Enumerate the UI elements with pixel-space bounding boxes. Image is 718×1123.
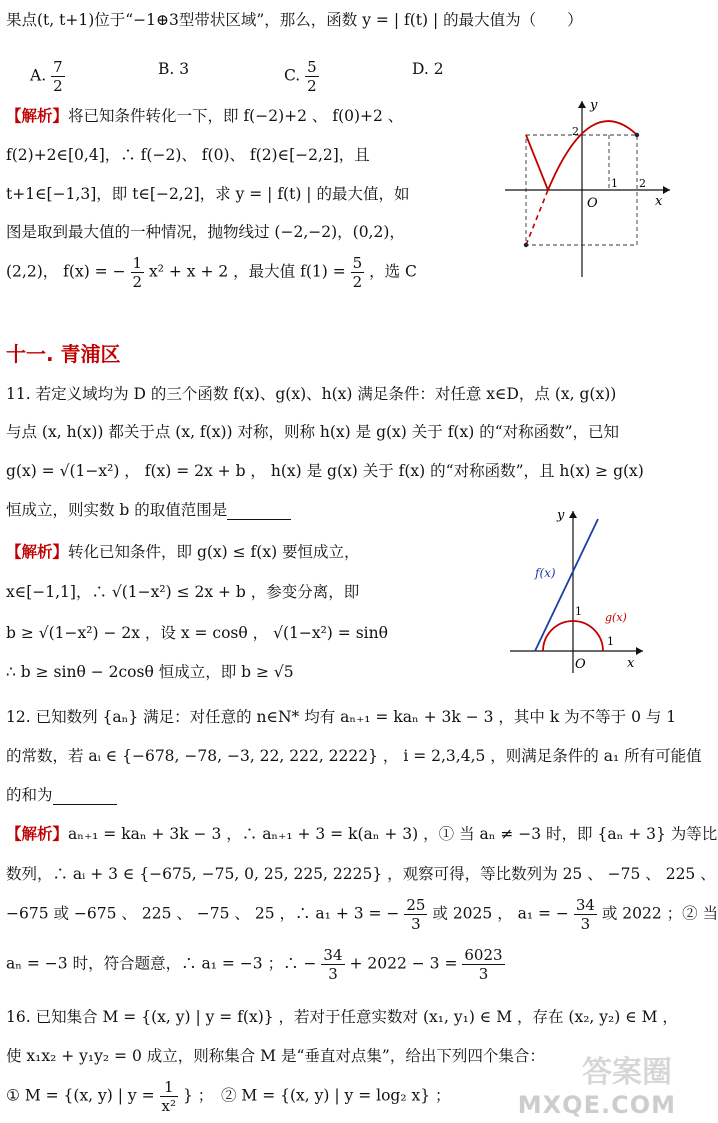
question-line: g(x) = √(1−x²) ， f(x) = 2x + b ， h(x) 是 g(x) 关于 f(x) 的“对称函数”，且 h(x) ≥ g(x) <box>6 462 644 480</box>
option-d: D. 2 <box>412 60 444 78</box>
f-label: f(x) <box>535 566 556 580</box>
question-line: 恒成立，则实数 b 的取值范围是 <box>6 498 291 520</box>
x-tick-1: 1 <box>611 177 618 190</box>
x-tick-2: 2 <box>639 177 646 190</box>
watermark-logo: 答案圈 <box>582 1055 672 1090</box>
solution-line: 【解析】转化已知条件，即 g(x) ≤ f(x) 要恒成立， <box>6 543 360 561</box>
g-label: g(x) <box>605 611 627 624</box>
function-graph <box>505 505 655 675</box>
solution-tag: 【解析】 <box>6 107 69 125</box>
solution-line: ∴ b ≥ sinθ − 2cosθ 恒成立，即 b ≥ √5 <box>6 663 294 681</box>
solution-line: t+1∈[−1,3]，即 t∈[−2,2]，求 y = | f(t) | 的最大值，如 <box>6 185 410 203</box>
y-tick-1: 1 <box>575 605 582 618</box>
x-axis-label: x <box>627 656 635 671</box>
question-stem: 果点(t, t+1)位于“−1⊕3型带状区域”，那么，函数 y = | f(t) | 的最大值为（ ） <box>6 11 583 29</box>
question-line: 11. 若定义域均为 D 的三个函数 f(x)、g(x)、h(x) 满足条件：对任意 x∈D，点 (x, g(x)) <box>6 385 617 403</box>
solution-line: 【解析】aₙ₊₁ = kaₙ + 3k − 3 ，∴ aₙ₊₁ + 3 = k(aₙ + 3) ，① 当 aₙ ≠ −3 时，即 {aₙ + 3} 为等比 <box>6 825 718 843</box>
watermark-text: MXQE.COM <box>517 1091 676 1119</box>
solution-tag: 【解析】 <box>6 825 69 843</box>
question-line: ① M = {(x, y) | y = $\frac{1}{\text{x²}}$ } ； ② M = {(x, y) | y = log₂ x} ； <box>6 1078 451 1115</box>
option-b: B. 3 <box>158 60 190 78</box>
question-line: 12. 已知数列 {aₙ} 满足：对任意的 n∈N* 均有 aₙ₊₁ = kaₙ + 3k − 3 ，其中 k 为不等于 0 与 1 <box>6 708 677 726</box>
origin-label: O <box>575 657 586 672</box>
x-axis-label: x <box>655 194 663 209</box>
solution-line: 数列，∴ aᵢ + 3 ∈ {−675, −75, 0, 25, 225, 2225} ，观察可得，等比数列为 25 、 −75 、 225 、 <box>6 865 716 883</box>
question-line: 与点 (x, h(x)) 都关于点 (x, f(x)) 对称，则称 h(x) 是 g(x) 关于 f(x) 的“对称函数”，已知 <box>6 423 620 441</box>
y-axis-label: y <box>590 98 598 113</box>
solution-line: b ≥ √(1−x²) − 2x ，设 x = cosθ ， √(1−x²) = sinθ <box>6 624 388 642</box>
solution-line: 图是取到最大值的一种情况，抛物线过 (−2,−2)，(0,2)， <box>6 223 405 241</box>
y-axis-label: y <box>557 508 565 523</box>
option-a: A. $\frac{7}{2}$ <box>30 58 63 95</box>
question-line: 的和为 <box>6 783 117 805</box>
parabola-graph <box>500 95 680 280</box>
option-c: C. $\frac{5}{2}$ <box>284 58 317 95</box>
solution-tag: 【解析】 <box>6 543 69 561</box>
y-tick-2: 2 <box>572 125 579 138</box>
solution-line: 【解析】将已知条件转化一下，即 f(−2)+2 、 f(0)+2 、 <box>6 107 404 125</box>
x-tick-1: 1 <box>607 635 614 648</box>
solution-line: aₙ = −3 时，符合题意，∴ a₁ = −3 ；∴ − $\frac{34}{3}$ + 2022 − 3 = $\frac{6023}{3}$ <box>6 946 503 983</box>
question-line: 使 x₁x₂ + y₁y₂ = 0 成立，则称集合 M 是“垂直对点集”，给出下列四个集合： <box>6 1047 545 1065</box>
solution-line: x∈[−1,1]，∴ √(1−x²) ≤ 2x + b ，参变分离，即 <box>6 583 360 601</box>
section-title: 十一. 青浦区 <box>6 342 121 366</box>
answer-blank <box>227 505 291 520</box>
origin-label: O <box>587 196 598 211</box>
solution-line: f(2)+2∈[0,4]，∴ f(−2)、 f(0)、 f(2)∈[−2,2]，且 <box>6 146 370 164</box>
solution-line: (2,2)， f(x) = − $\frac{1}{2}$ x² + x + 2 ，最大值 f(1) = $\frac{5}{2}$ ，选 C <box>6 254 417 291</box>
question-line: 16. 已知集合 M = {(x, y) | y = f(x)} ，若对于任意实数对 (x₁, y₁) ∈ M ，存在 (x₂, y₂) ∈ M ， <box>6 1008 678 1026</box>
answer-blank <box>53 790 117 805</box>
solution-line: −675 或 −675 、 225 、 −75 、 25 ，∴ a₁ + 3 = − $\frac{25}{3}$ 或 2025 ， a₁ = − $\frac{34}{3}$ 或 2022 ；② 当 <box>6 896 718 933</box>
question-line: 的常数，若 aᵢ ∈ {−678, −78, −3, 22, 222, 2222} ， i = 2,3,4,5 ，则满足条件的 a₁ 所有可能值 <box>6 747 702 765</box>
